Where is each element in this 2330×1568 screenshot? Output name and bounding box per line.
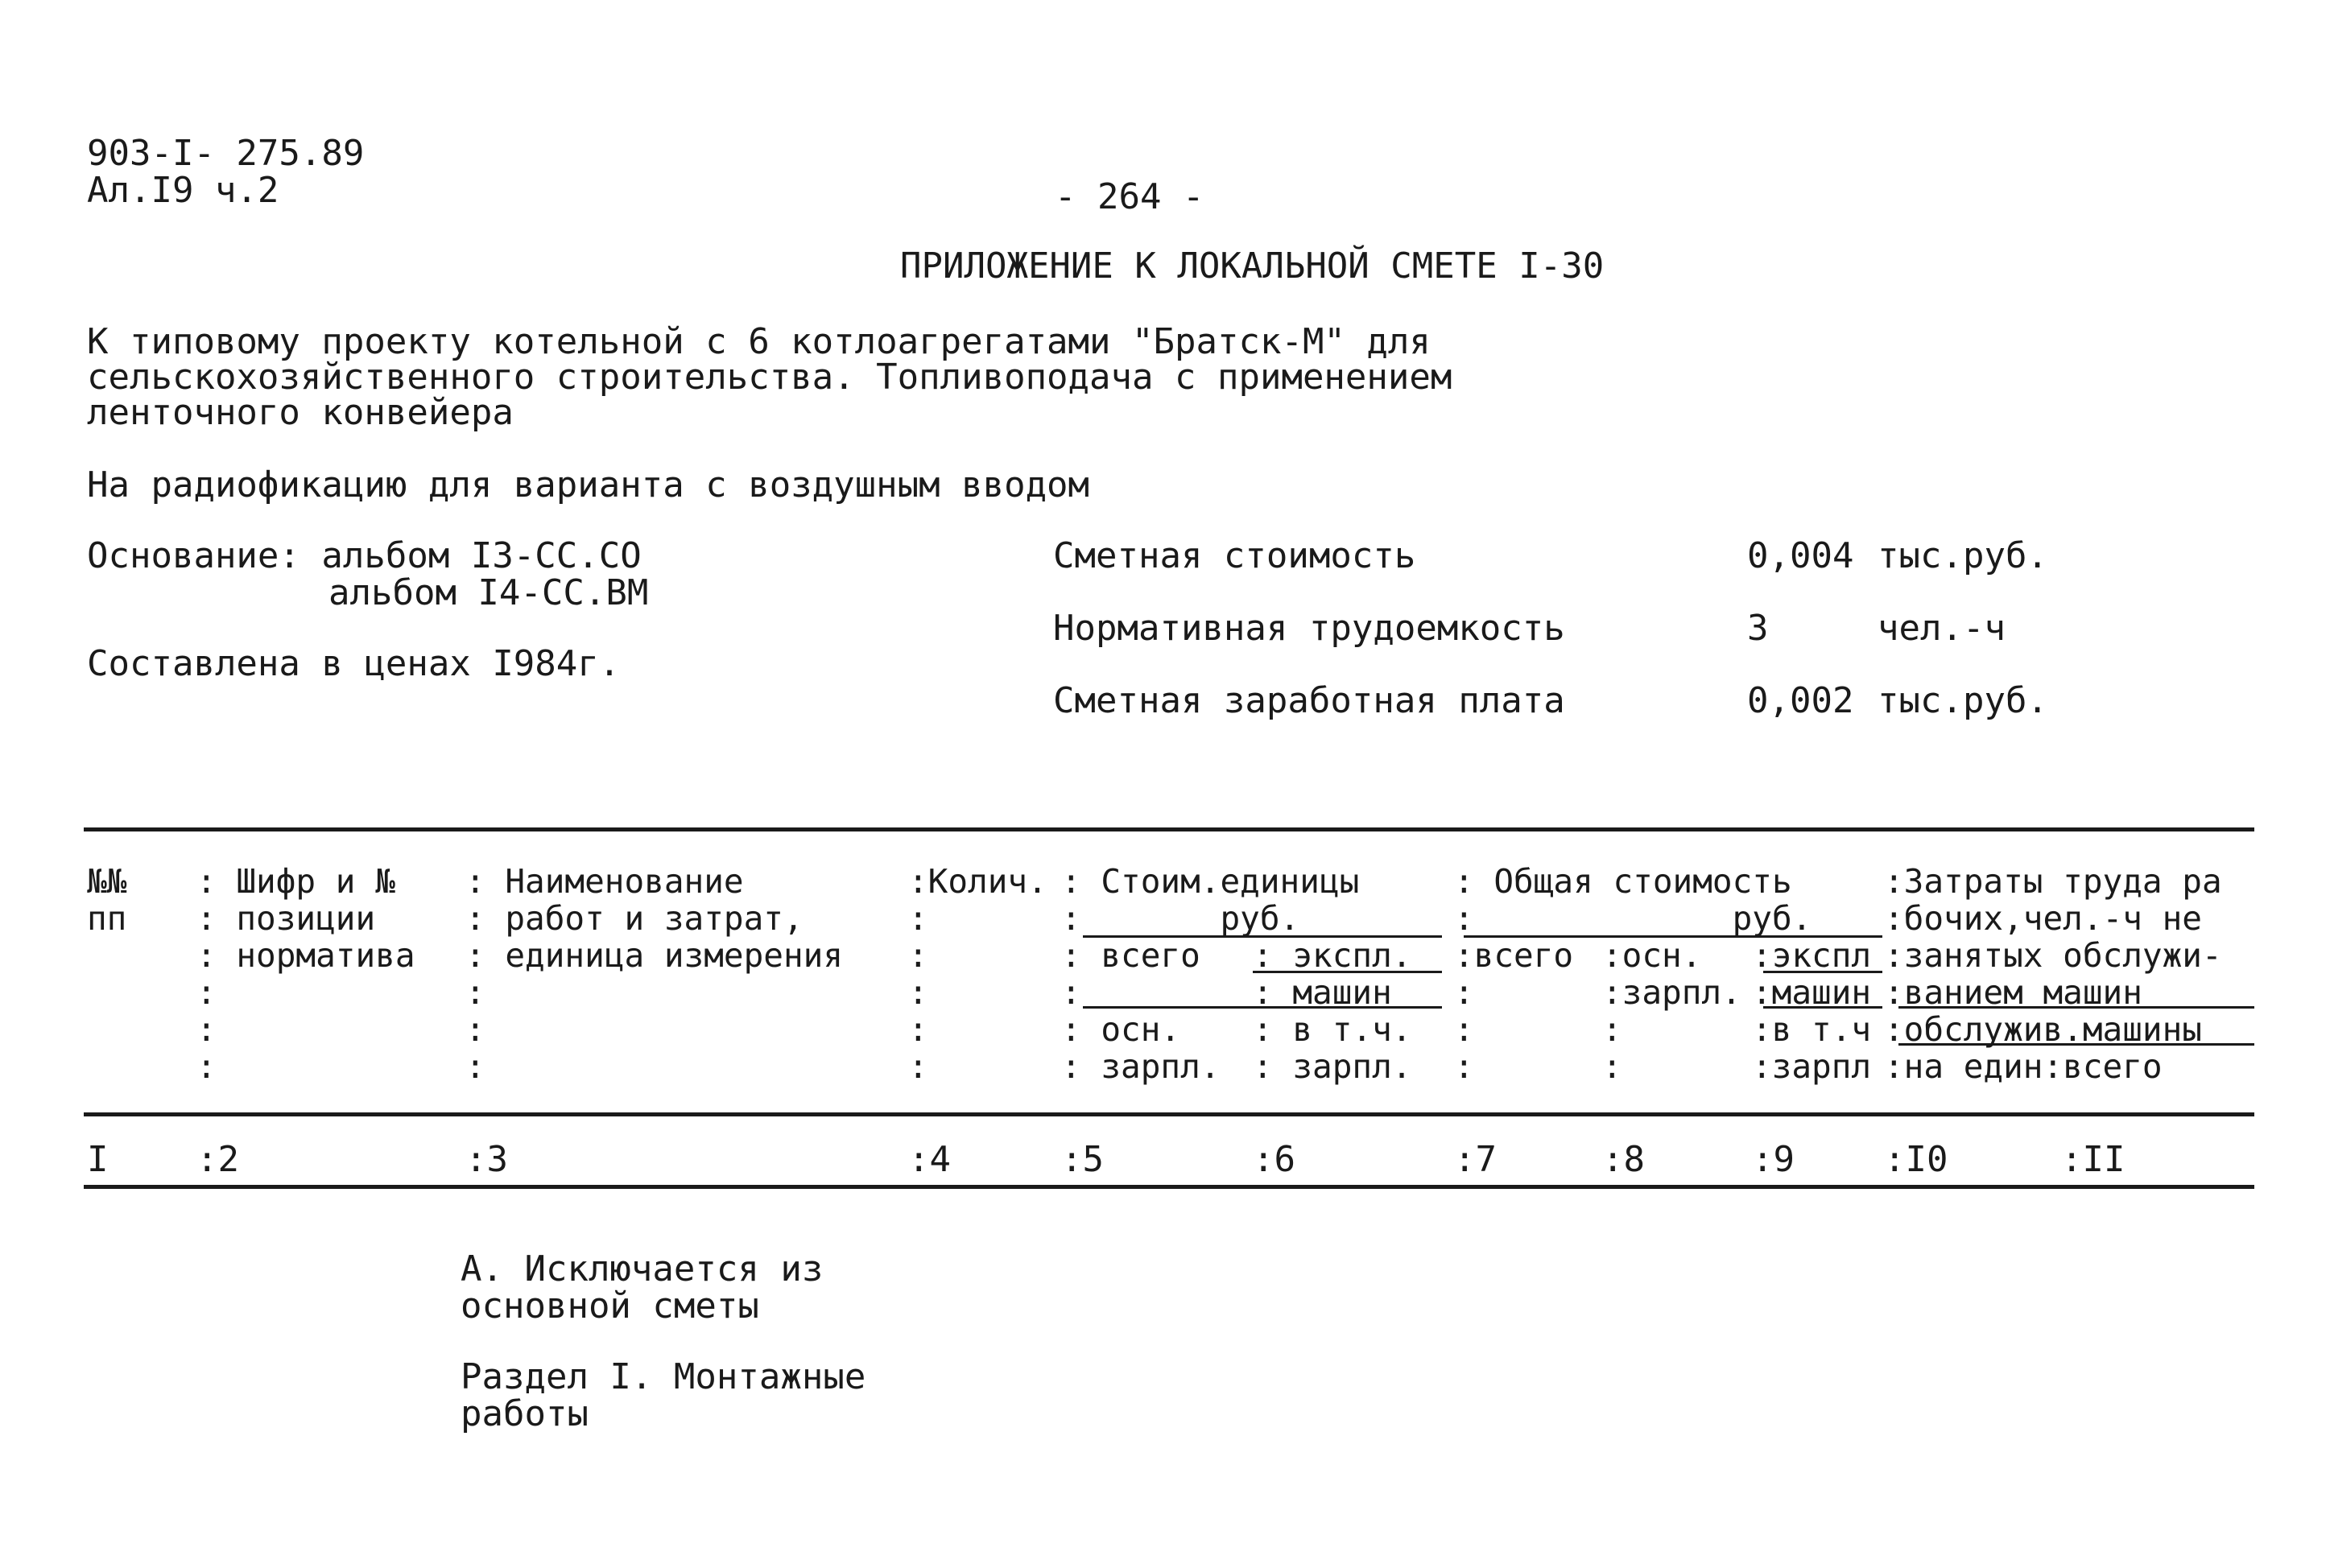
header-col-3-line: : работ и затрат, bbox=[465, 899, 804, 938]
column-number: :9 bbox=[1752, 1139, 1795, 1180]
header-col-8-line: :осн. bbox=[1602, 936, 1702, 975]
table-top-rule bbox=[84, 827, 2254, 831]
header-total-cost-title: : Общая стоимость bbox=[1454, 862, 1792, 901]
summary-unit-labor: чел.-ч bbox=[1878, 608, 2006, 649]
basis-line-1: Основание: альбом I3-СС.СО bbox=[87, 535, 642, 576]
intro-line-1: К типовому проекту котельной с 6 котлоагрегатами "Братск-М" для bbox=[87, 321, 1431, 362]
summary-label-cost: Сметная стоимость bbox=[1053, 535, 1416, 576]
column-numbers-rule bbox=[84, 1185, 2254, 1189]
header-col-4-line: : bbox=[908, 973, 928, 1012]
column-number: :3 bbox=[465, 1139, 508, 1180]
basis-line-2: альбом I4-СС.ВМ bbox=[328, 572, 649, 613]
prices-line: Составлена в ценах I984г. bbox=[87, 643, 621, 684]
summary-value-labor: 3 bbox=[1747, 608, 1769, 649]
header-col-3-line: : Наименование bbox=[465, 862, 744, 901]
header-col-9-line: :зарпл bbox=[1752, 1047, 1872, 1086]
header-col-2-line: : bbox=[196, 973, 217, 1012]
section-a-heading-line-1: А. Исключается из bbox=[461, 1248, 824, 1289]
summary-unit-wages: тыс.руб. bbox=[1878, 680, 2048, 721]
column-number: :2 bbox=[196, 1139, 239, 1180]
header-col-1-line-2: пп bbox=[87, 899, 127, 938]
header-col-4-line: :Колич. bbox=[908, 862, 1047, 901]
header-col-4-line: : bbox=[908, 936, 928, 975]
column-number: :4 bbox=[908, 1139, 951, 1180]
header-col-6-line: : экспл. bbox=[1253, 936, 1412, 975]
header-col-7-line: :всего bbox=[1454, 936, 1574, 975]
header-col-1-line-1: №№ bbox=[87, 862, 127, 901]
document-code: 903-I- 275.89 bbox=[87, 133, 365, 174]
header-col-10-line: :бочих,чел.-ч не bbox=[1884, 899, 2202, 938]
column-number: :7 bbox=[1454, 1139, 1497, 1180]
header-col-6-line: : в т.ч. bbox=[1253, 1010, 1412, 1049]
header-col-2-line: : позиции bbox=[196, 899, 376, 938]
header-col-9-line: :машин bbox=[1752, 973, 1872, 1012]
summary-value-cost: 0,004 bbox=[1747, 535, 1854, 576]
header-col-5-line: : всего bbox=[1061, 936, 1200, 975]
header-col-3-line: : bbox=[465, 1010, 485, 1049]
header-col-8-line: : bbox=[1602, 1010, 1622, 1049]
section-a-heading-line-2: основной сметы bbox=[461, 1285, 759, 1327]
column-number: :5 bbox=[1061, 1139, 1104, 1180]
header-col-10-line: :на един:всего bbox=[1884, 1047, 2163, 1086]
header-col-2-line: : bbox=[196, 1010, 217, 1049]
intro-line-2: сельскохозяйственного строительства. Топливоподача с применением bbox=[87, 357, 1452, 398]
summary-value-wages: 0,002 bbox=[1747, 680, 1854, 721]
table-header-bottom-rule bbox=[84, 1112, 2254, 1116]
header-col-3-line: : bbox=[465, 973, 485, 1012]
header-col-7-line: : bbox=[1454, 1010, 1474, 1049]
header-col-10-line: :Затраты труда ра bbox=[1884, 862, 2222, 901]
header-col-2-line: : bbox=[196, 1047, 217, 1086]
header-col-9-line: :в т.ч bbox=[1752, 1010, 1872, 1049]
header-col-6-line: : машин bbox=[1253, 973, 1392, 1012]
summary-unit-cost: тыс.руб. bbox=[1878, 535, 2048, 576]
header-col-5-line: : осн. bbox=[1061, 1010, 1181, 1049]
column-number: :6 bbox=[1253, 1139, 1295, 1180]
header-col-8-line: :зарпл. bbox=[1602, 973, 1741, 1012]
header-col-7-line: : bbox=[1454, 973, 1474, 1012]
summary-label-wages: Сметная заработная плата bbox=[1053, 680, 1565, 721]
header-col-10-line: :занятых обслужи- bbox=[1884, 936, 2222, 975]
section-1-heading-line-1: Раздел I. Монтажные bbox=[461, 1356, 866, 1397]
column-number: I bbox=[87, 1139, 109, 1180]
header-col-4-line: : bbox=[908, 1010, 928, 1049]
page-title: ПРИЛОЖЕНИЕ К ЛОКАЛЬНОЙ СМЕТЕ I-30 bbox=[900, 246, 1605, 287]
header-col-10-line: :ванием машин bbox=[1884, 973, 2142, 1012]
album-code: Ал.I9 ч.2 bbox=[87, 170, 279, 211]
header-col-3-line: : единица измерения bbox=[465, 936, 843, 975]
header-col-4-line: : bbox=[908, 899, 928, 938]
section-1-heading-line-2: работы bbox=[461, 1393, 589, 1434]
header-col-6-line: : зарпл. bbox=[1253, 1047, 1412, 1086]
column-number: :II bbox=[2061, 1139, 2126, 1180]
header-col-4-line: : bbox=[908, 1047, 928, 1086]
header-unit-cost-unit: : руб. bbox=[1061, 899, 1300, 938]
header-col-9-line: :экспл bbox=[1752, 936, 1872, 975]
header-col-10-line: :обслужив.машины bbox=[1884, 1010, 2202, 1049]
purpose-line: На радиофикацию для варианта с воздушным вводом bbox=[87, 464, 1090, 505]
header-col-8-line: : bbox=[1602, 1047, 1622, 1086]
header-col-5-line: : зарпл. bbox=[1061, 1047, 1221, 1086]
column-number: :8 bbox=[1602, 1139, 1645, 1180]
header-col-2-line: : Шифр и № bbox=[196, 862, 395, 901]
column-number: :I0 bbox=[1884, 1139, 1948, 1180]
header-total-cost-unit: : руб. bbox=[1454, 899, 1812, 938]
header-unit-cost-title: : Стоим.единицы bbox=[1061, 862, 1360, 901]
page-number: - 264 - bbox=[1055, 176, 1204, 217]
header-col-5-line: : bbox=[1061, 973, 1081, 1012]
intro-line-3: ленточного конвейера bbox=[87, 392, 514, 433]
header-col-2-line: : норматива bbox=[196, 936, 415, 975]
summary-label-labor: Нормативная трудоемкость bbox=[1053, 608, 1565, 649]
header-col-3-line: : bbox=[465, 1047, 485, 1086]
header-col-7-line: : bbox=[1454, 1047, 1474, 1086]
